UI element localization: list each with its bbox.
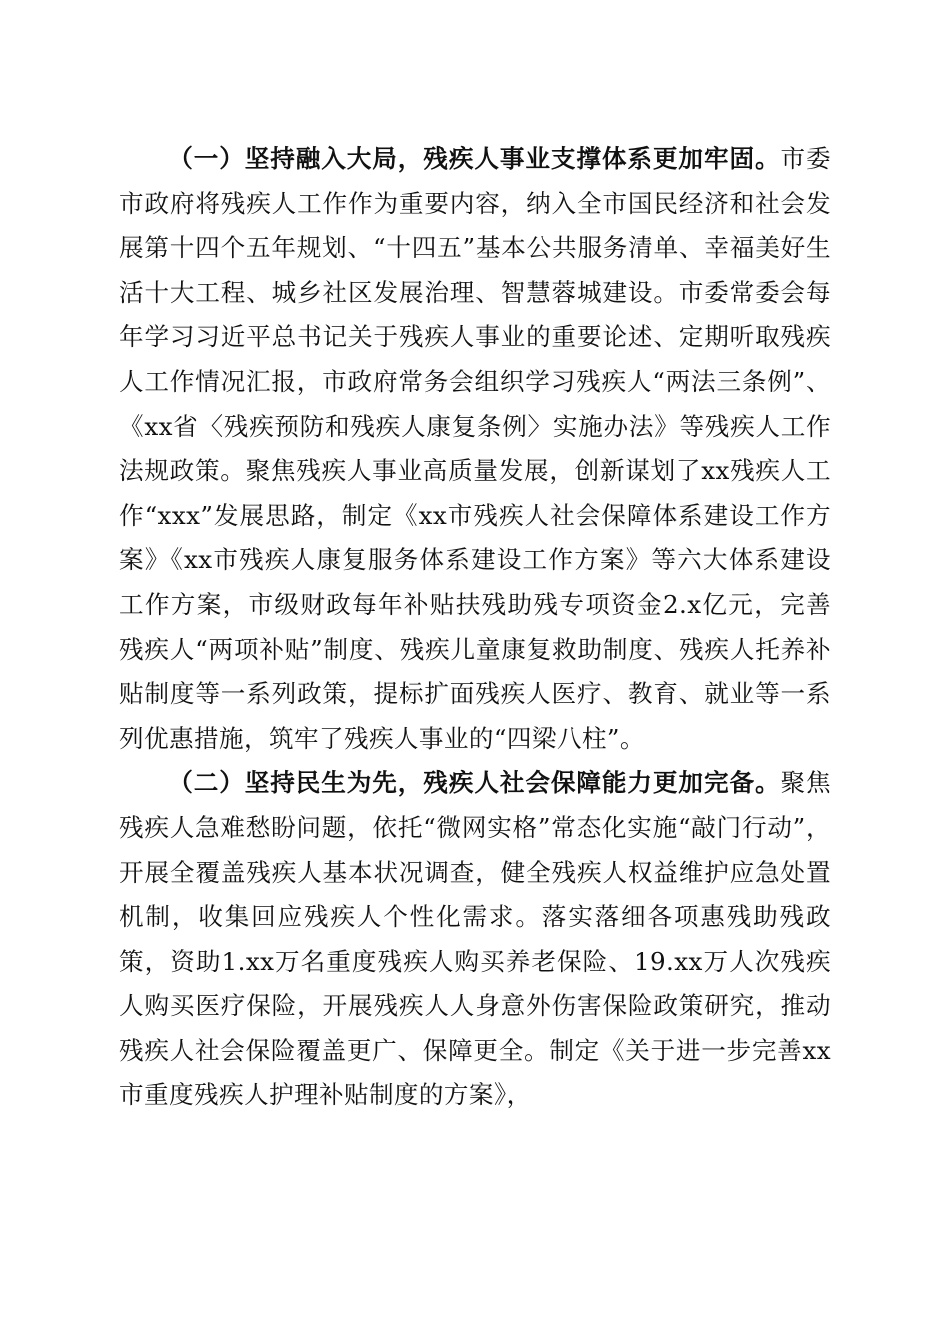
paragraph-1-heading: （一）坚持融入大局，残疾人事业支撑体系更加牢固。: [168, 144, 781, 173]
paragraph-1-body: 市委市政府将残疾人工作作为重要内容，纳入全市国民经济和社会发展第十四个五年规划、“十四五”基本公共服务清单、幸福美好生活十大工程、城乡社区发展治理、智慧蓉城建设。市委常委会每年学习习近平总书记关于残疾人事业的重要论述、定期听取残疾人工作情况汇报，市政府常务会组织学习残疾人“两法三条例”、《xx省〈残疾预防和残疾人康复条例〉实施办法》等残疾人工作法规政策。聚焦残疾人事业高质量发展，创新谋划了xx残疾人工作“xxx”发展思路，制定《xx市残疾人社会保障体系建设工作方案》《xx市残疾人康复服务体系建设工作方案》等六大体系建设工作方案，市级财政每年补贴扶残助残专项资金2.x亿元，完善残疾人“两项补贴”制度、残疾儿童康复救助制度、残疾人托养补贴制度等一系列政策，提标扩面残疾人医疗、教育、就业等一系列优惠措施，筑牢了残疾人事业的“四梁八柱”。: [119, 144, 831, 753]
paragraph-2-heading: （二）坚持民生为先，残疾人社会保障能力更加完备。: [168, 768, 781, 798]
paragraph-2: [119, 761, 831, 1118]
paragraph-2-body: 聚焦残疾人急难愁盼问题，依托“微网实格”常态化实施“敲门行动”，开展全覆盖残疾人基本状况调查，健全残疾人权益维护应急处置机制，收集回应残疾人个性化需求。落实落细各项惠残助残政策，资助1.xx万名重度残疾人购买养老保险、19.xx万人次残疾人购买医疗保险，开展残疾人人身意外伤害保险政策研究，推动残疾人社会保险覆盖更广、保障更全。制定《关于进一步完善xx市重度残疾人护理补贴制度的方案》，: [119, 768, 831, 1110]
document-body: [119, 137, 831, 1118]
paragraph-1: [119, 137, 831, 761]
